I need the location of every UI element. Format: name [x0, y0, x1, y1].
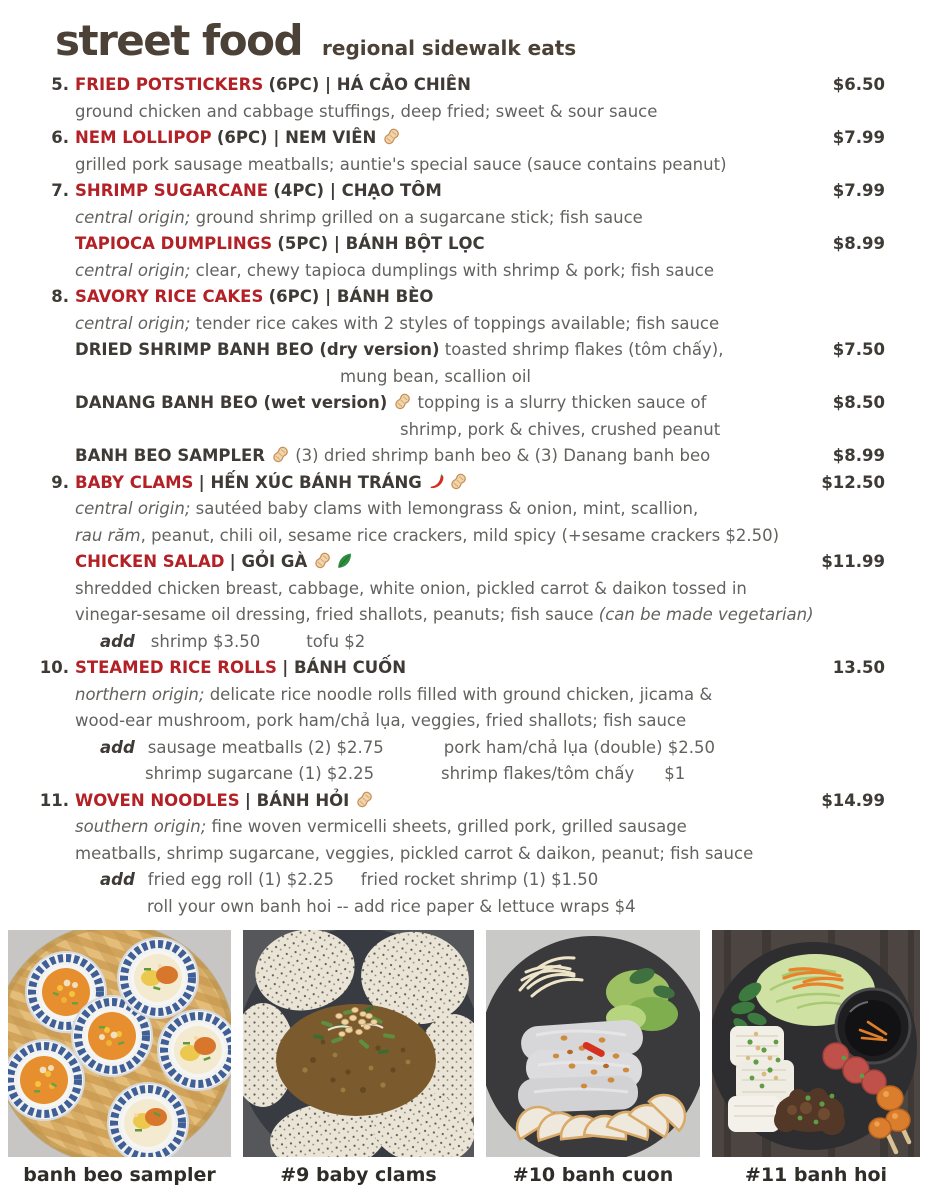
item-price: $8.99	[832, 446, 885, 465]
photo-column	[486, 930, 700, 1186]
photo-caption: banh beo sampler	[23, 1164, 216, 1186]
menu-item-10-heading	[39, 655, 885, 682]
menu-item-10-desc2: wood-ear mushroom, pork ham/chả lụa, veggies, fried shallots; fish sauce	[75, 711, 687, 730]
origin-note: southern origin;	[75, 817, 207, 836]
item-number: 11.	[39, 790, 69, 810]
chili-icon	[428, 472, 447, 491]
item-price: $8.50	[832, 393, 885, 412]
peanut-icon	[355, 790, 374, 809]
menu-item-8-desc: central origin; tender rice cakes with 2 styles of toppings available; fish sauce	[75, 313, 720, 333]
menu-item-banh-beo-sampler: BANH BEO SAMPLER (3) dried shrimp banh beo & (3) Danang banh beo $8.99	[75, 443, 885, 470]
addon-option: fried rocket shrimp (1) $1.50	[360, 870, 599, 889]
item-name: STEAMED RICE ROLLS	[75, 658, 277, 677]
photo-baby-clams	[243, 930, 474, 1157]
menu-item-5-desc: ground chicken and cabbage stuffings, deep fried; sweet & sour sauce	[75, 101, 658, 121]
menu-item-11-heading	[39, 788, 885, 815]
item-vietnamese-name: | HẾN XÚC BÁNH TRÁNG	[198, 472, 422, 492]
item-number: 9.	[51, 472, 69, 492]
menu-item-dried-banh-beo: DRIED SHRIMP BANH BEO (dry version) toasted shrimp flakes (tôm chấy), $7.50	[75, 337, 885, 364]
menu-item-8-heading	[51, 284, 885, 311]
addon-option: shrimp sugarcane (1) $2.25	[145, 764, 375, 783]
origin-note: central origin;	[75, 499, 191, 518]
item-name: DRIED SHRIMP BANH BEO (dry version)	[75, 340, 440, 359]
photo-column	[8, 930, 231, 1186]
peanut-icon	[313, 551, 332, 570]
peanut-icon	[449, 472, 468, 491]
addon-option: fried egg roll (1) $2.25	[147, 870, 334, 889]
menu-item-10-addons-row2	[75, 761, 885, 788]
menu-list	[39, 72, 885, 920]
photo-caption: #10 banh cuon	[512, 1164, 674, 1186]
add-label: add	[100, 737, 135, 757]
menu-item-tapioca-desc: central origin; clear, chewy tapioca dumplings with shrimp & pork; fish sauce	[75, 260, 714, 280]
item-name: TAPIOCA DUMPLINGS	[75, 234, 273, 253]
menu-item-10-addons-row1	[75, 735, 885, 762]
menu-item-chicken-salad-desc: shredded chicken breast, cabbage, white onion, pickled carrot & daikon tossed in	[75, 578, 747, 598]
addon-option: tofu $2	[306, 631, 366, 651]
item-price: $12.50	[821, 472, 885, 492]
item-price: $14.99	[821, 790, 885, 810]
origin-note: northern origin;	[75, 684, 205, 704]
item-name: FRIED POTSTICKERS	[75, 75, 264, 94]
photo-column	[243, 930, 474, 1186]
add-label: add	[100, 870, 135, 889]
item-name: SAVORY RICE CAKES	[75, 287, 264, 306]
leaf-icon	[334, 551, 353, 570]
menu-item-10-desc: northern origin; delicate rice noodle rolls filled with ground chicken, jicama &	[75, 684, 713, 704]
photo-banh-cuon	[486, 930, 700, 1157]
menu-item-tapioca-heading	[75, 231, 885, 258]
addon-option: shrimp flakes/tôm chấy	[441, 764, 635, 783]
peanut-icon	[271, 445, 290, 464]
menu-item-11-desc: southern origin; fine woven vermicelli sheets, grilled pork, grilled sausage	[75, 817, 687, 836]
photo-banh-hoi	[712, 930, 920, 1157]
page-header	[0, 0, 927, 66]
menu-item-9-desc: central origin; sautéed baby clams with lemongrass & onion, mint, scallion,	[75, 499, 699, 518]
item-number: 5.	[51, 75, 69, 94]
item-number: 6.	[51, 128, 69, 147]
item-vietnamese-name: | GỎI GÀ	[229, 552, 308, 571]
page-title: street food	[55, 16, 303, 65]
menu-item-danang-banh-beo: DANANG BANH BEO (wet version) topping is a slurry thicken sauce of $8.50	[75, 390, 885, 417]
item-number: 10.	[39, 658, 69, 677]
item-vietnamese-name: (5PC) | BÁNH BỘT LỌC	[277, 234, 485, 253]
menu-item-11-addons-row1	[75, 867, 885, 894]
menu-item-11-addons-row2	[75, 894, 885, 921]
menu-item-7-heading	[51, 178, 885, 205]
item-number: 7.	[51, 181, 69, 200]
item-name: SHRIMP SUGARCANE	[75, 181, 269, 200]
addon-option: shrimp $3.50	[150, 631, 261, 651]
menu-item-9-heading	[51, 470, 885, 497]
item-price: $7.50	[832, 340, 885, 359]
menu-item-chicken-salad-addons	[75, 629, 885, 656]
menu-item-7-desc: central origin; ground shrimp grilled on a sugarcane stick; fish sauce	[75, 207, 643, 227]
item-price: 13.50	[832, 658, 885, 677]
item-name: NEM LOLLIPOP	[75, 128, 212, 147]
photo-caption: #11 banh hoi	[744, 1164, 888, 1186]
addon-option: roll your own banh hoi -- add rice paper & lettuce wraps $4	[147, 896, 636, 916]
item-price: $11.99	[821, 552, 885, 571]
menu-item-dried-banh-beo-cont: mung bean, scallion oil	[340, 366, 531, 386]
menu-item-11-desc2: meatballs, shrimp sugarcane, veggies, pickled carrot & daikon, peanut; fish sauce	[75, 843, 754, 863]
peanut-icon	[382, 127, 401, 146]
menu-item-5-heading	[51, 72, 885, 99]
menu-item-danang-banh-beo-cont: shrimp, pork & chives, crushed peanut	[400, 419, 721, 439]
item-price: $6.50	[832, 75, 885, 94]
photo-caption: #9 baby clams	[280, 1164, 437, 1186]
item-vietnamese-name: (6PC) | BÁNH BÈO	[268, 287, 434, 306]
menu-item-chicken-salad-heading	[75, 549, 885, 576]
item-vietnamese-name: (6PC) | NEM VIÊN	[216, 128, 377, 147]
item-name: CHICKEN SALAD	[75, 552, 225, 571]
item-number: 8.	[51, 287, 69, 306]
item-vietnamese-name: (4PC) | CHẠO TÔM	[273, 181, 442, 200]
item-vietnamese-name: | BÁNH HỎI	[244, 790, 350, 810]
item-vietnamese-name: (6PC) | HÁ CẢO CHIÊN	[268, 75, 471, 94]
item-name: WOVEN NOODLES	[75, 790, 240, 810]
addon-price: $1	[664, 764, 686, 783]
item-name: DANANG BANH BEO (wet version)	[75, 393, 388, 412]
addon-option: sausage meatballs (2) $2.75	[147, 737, 384, 757]
page-subtitle: regional sidewalk eats	[322, 36, 577, 60]
photo-banh-beo-sampler	[8, 930, 231, 1157]
item-vietnamese-name: | BÁNH CUỐN	[282, 658, 407, 677]
photo-strip	[8, 930, 920, 1186]
origin-note: central origin;	[75, 207, 191, 227]
menu-item-6-heading	[51, 125, 885, 152]
item-price: $8.99	[832, 234, 885, 253]
origin-note: central origin;	[75, 260, 191, 280]
photo-column	[712, 930, 920, 1186]
menu-item-6-desc: grilled pork sausage meatballs; auntie's special sauce (sauce contains peanut)	[75, 154, 727, 174]
item-name: BABY CLAMS	[75, 472, 194, 492]
item-price: $7.99	[832, 181, 885, 200]
peanut-icon	[393, 392, 412, 411]
menu-item-9-desc2: rau răm, peanut, chili oil, sesame rice crackers, mild spicy (+sesame crackers $2.50)	[75, 525, 780, 545]
origin-note: central origin;	[75, 313, 191, 333]
addon-option: pork ham/chả lụa (double) $2.50	[443, 737, 715, 757]
item-price: $7.99	[832, 128, 885, 147]
add-label: add	[100, 631, 135, 651]
menu-item-chicken-salad-desc2: vinegar-sesame oil dressing, fried shallots, peanuts; fish sauce (can be made vegetarian)	[75, 605, 814, 624]
item-name: BANH BEO SAMPLER	[75, 446, 265, 465]
